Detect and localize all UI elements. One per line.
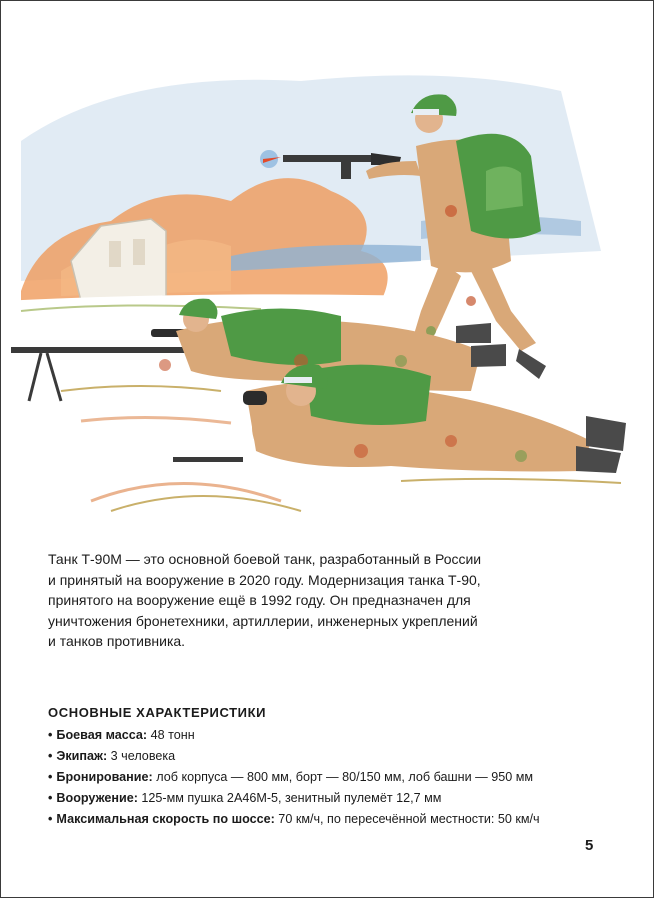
description-line: и танков противника.: [48, 633, 186, 649]
specs-heading: ОСНОВНЫЕ ХАРАКТЕРИСТИКИ: [48, 705, 267, 720]
bullet-icon: •: [48, 728, 53, 742]
description-line: Танк Т-90М — это основной боевой танк, разработанный в России: [48, 551, 482, 567]
spec-item: [48, 767, 540, 788]
spec-item: [48, 725, 540, 746]
spec-item: [48, 788, 540, 809]
spec-label: Экипаж:: [56, 749, 108, 763]
description-line: принятого на вооружение ещё в 1992 году. Он предназначен для: [48, 592, 471, 608]
spec-item: [48, 809, 540, 830]
bullet-icon: •: [48, 812, 53, 826]
soldiers-illustration: [1, 61, 654, 521]
bullet-icon: •: [48, 749, 53, 763]
page-number: 5: [585, 837, 594, 854]
tank-description: [48, 549, 568, 652]
bullet-icon: •: [48, 791, 53, 805]
spec-label: Максимальная скорость по шоссе:: [56, 812, 275, 826]
spec-value: 125-мм пушка 2А46М-5, зенитный пулемёт 12,7 мм: [137, 791, 442, 805]
spec-label: Бронирование:: [56, 770, 153, 784]
spec-value: 3 человека: [107, 749, 176, 763]
spec-value: 70 км/ч, по пересечённой местности: 50 км/ч: [274, 812, 540, 826]
spec-label: Боевая масса:: [56, 728, 148, 742]
spec-value: лоб корпуса — 800 мм, борт — 80/150 мм, лоб башни — 950 мм: [152, 770, 534, 784]
description-line: уничтожения бронетехники, артиллерии, инженерных укреплений: [48, 612, 478, 629]
spec-value: 48 тонн: [147, 728, 195, 742]
specs-list: [48, 725, 540, 830]
spec-label: Вооружение:: [56, 791, 138, 805]
spec-item: [48, 746, 540, 767]
bullet-icon: •: [48, 770, 53, 784]
description-line: и принятый на вооружение в 2020 году. Модернизация танка Т-90,: [48, 571, 481, 588]
